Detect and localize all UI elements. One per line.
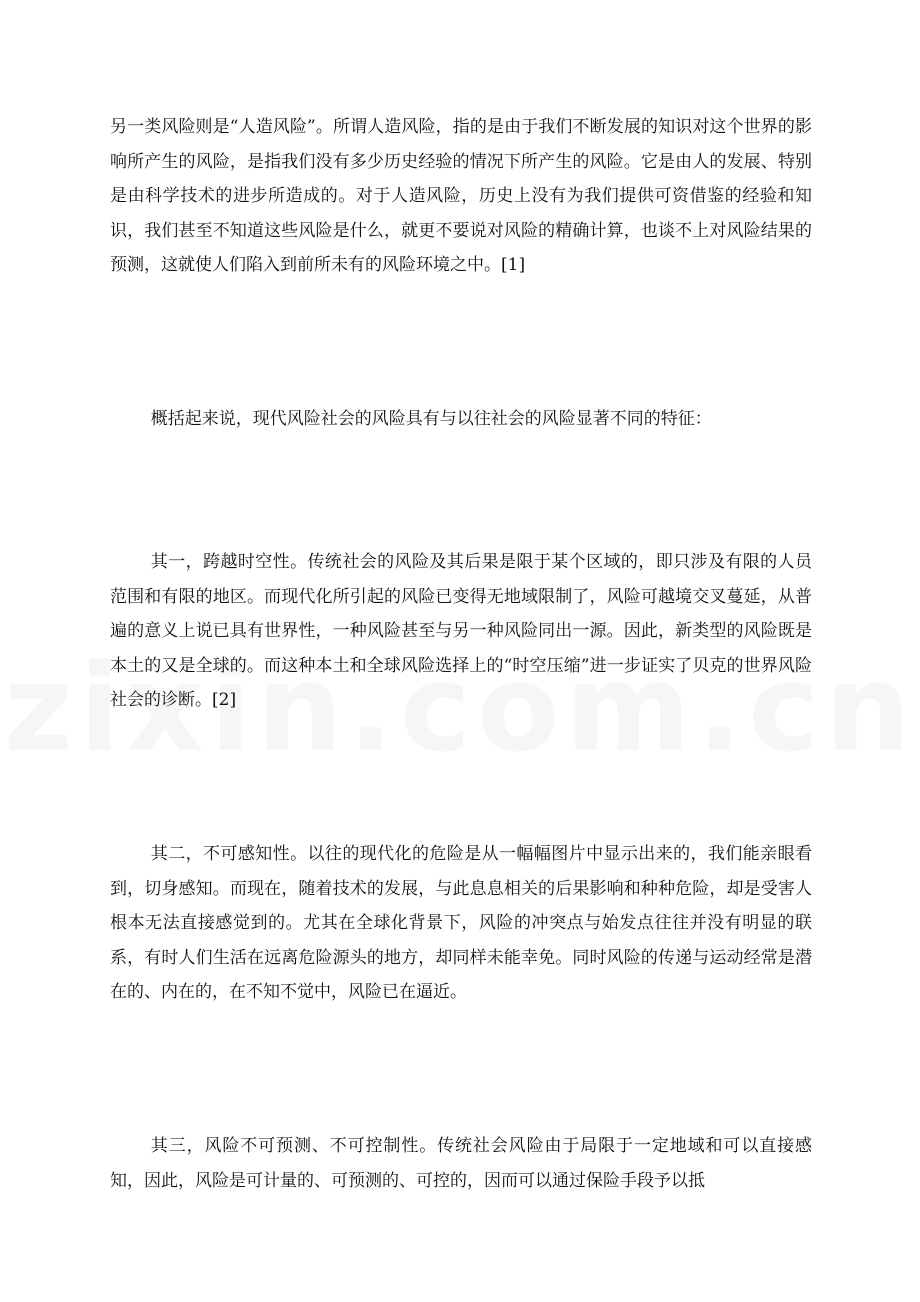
paragraph-feature-two: 其二，不可感知性。以往的现代化的危险是从一幅幅图片中显示出来的，我们能亲眼看到，切身感知。而现在，随着技术的发展，与此息息相关的后果影响和种种危险，却是受害人根本无法直接感觉到的。尤其在全球化背景下，风险的冲突点与始发点往往并没有明显的联系，有时人们生活在远离危险源头的地方，却同样未能幸免。同时风险的传递与运动经常是潜在的、内在的，在不知不觉中，风险已在逼近。 — [110, 844, 812, 1002]
paragraph-man-made-risk: 另一类风险则是“人造风险”。所谓人造风险，指的是由于我们不断发展的知识对这个世界的影响所产生的风险，是指我们没有多少历史经验的情况下所产生的风险。它是由人的发展、特别是由科学技术的进步所造成的。对于人造风险，历史上没有为我们提供可资借鉴的经验和知识，我们甚至不知道这些风险是什么，就更不要说对风险的精确计算，也谈不上对风险结果的预测，这就使人们陷入到前所未有的风险环境之中。[1] — [110, 117, 812, 275]
paragraph-summary: 概括起来说，现代风险社会的风险具有与以往社会的风险显著不同的特征： — [150, 409, 712, 429]
paragraph-feature-three: 其三，风险不可预测、不可控制性。传统社会风险由于局限于一定地域和可以直接感知，因此，风险是可计量的、可预测的、可控的，因而可以通过保险手段予以抵 — [110, 1136, 812, 1191]
paragraph-feature-one: 其一，跨越时空性。传统社会的风险及其后果是限于某个区域的，即只涉及有限的人员范围和有限的地区。而现代化所引起的风险已变得无地域限制了，风险可越境交叉蔓延，从普遍的意义上说已具有世界性，一种风险甚至与另一种风险同出一源。因此，新类型的风险既是本土的又是全球的。而这种本土和全球风险选择上的“时空压缩”进一步证实了贝克的世界风险社会的诊断。[2] — [110, 552, 812, 710]
